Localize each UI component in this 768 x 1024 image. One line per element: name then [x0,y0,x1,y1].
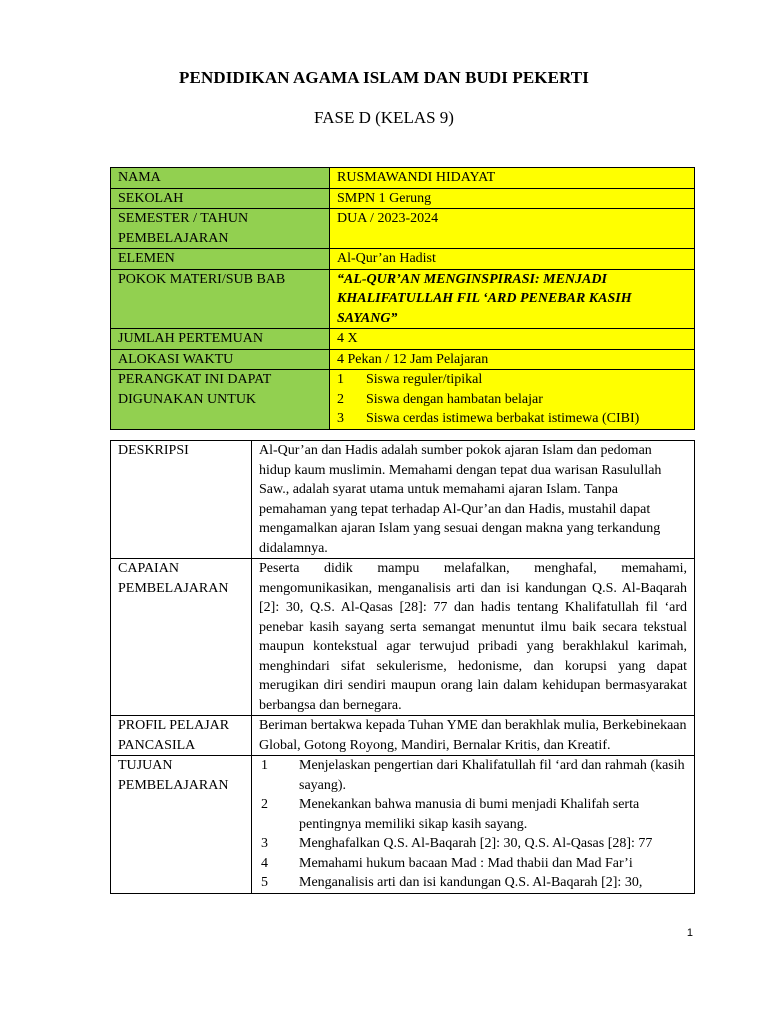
table-row [111,559,695,716]
info-table [110,167,695,430]
list-number: 3 [261,836,268,851]
table-row [111,716,695,756]
list-text: Siswa dengan hambatan belajar [366,391,543,407]
list-number: 2 [337,391,344,407]
table-row [111,168,695,189]
list-number: 3 [337,411,344,426]
semester-value: DUA / 2023-2024 [330,209,695,249]
list-text: Siswa reguler/tipikal [366,372,483,387]
table-row [111,188,695,209]
table-row [111,329,695,350]
list-item [337,409,694,429]
meetings-value: 4 X [330,329,695,350]
table-row [111,269,695,329]
time-allocation-label: ALOKASI WAKTU [111,349,330,370]
time-allocation-value: 4 Pekan / 12 Jam Pelajaran [330,349,695,370]
table-row [111,249,695,270]
topic-value: “AL-QUR’AN MENGINSPIRASI: MENJADI KHALIFATULLAH FIL ‘ARD PENEBAR KASIH SAYANG” [330,269,695,329]
element-value: Al-Qur’an Hadist [330,249,695,270]
element-label: ELEMEN [111,249,330,270]
audience-list [330,370,695,430]
list-item [337,370,694,390]
list-text: Menghafalkan Q.S. Al-Baqarah [2]: 30, Q.S. Al-Qasas [28]: 77 [299,836,653,851]
page-number: 1 [686,927,693,939]
list-item [337,390,694,410]
learning-outcome-text: Peserta didik mampu melafalkan, menghafal, memahami, mengomunikasikan, menganalisis arti dan isi kandungan Q.S. Al-Baqarah [2]: 30, Q.S. Al-Qasas [28]: 77 dan hadis tentang Khalifatullah fil ‘ard penebar kasih sayang serta semangat menuntut ilmu baik secara tekstual maupun kontekstual agar terwujud pribadi yang berakhlakul karimah, menghindari sifat sekulerisme, hedonisme, dan korupsi yang dapat merugikan diri sendiri maupun orang lain dalam kehidupan bermasyarakat berbangsa dan bernegara. [252,559,695,716]
learning-goals-label: TUJUAN PEMBELAJARAN [111,756,252,894]
list-item [259,756,687,795]
table-row [111,441,695,559]
table-row [111,209,695,249]
list-text: Memahami hukum bacaan Mad : Mad thabii dan Mad Far’i [299,855,633,871]
name-value: RUSMAWANDI HIDAYAT [330,168,695,189]
list-number: 5 [261,875,268,890]
list-text: Siswa cerdas istimewa berbakat istimewa (CIBI) [366,411,640,426]
audience-label: PERANGKAT INI DAPAT DIGUNAKAN UNTUK [111,370,330,430]
table-row [111,370,695,430]
list-item [259,854,687,874]
document-subtitle: FASE D (KELAS 9) [314,108,454,127]
description-label: DESKRIPSI [111,441,252,559]
school-label: SEKOLAH [111,188,330,209]
student-profile-text: Beriman bertakwa kepada Tuhan YME dan berakhlak mulia, Berkebinekaan Global, Gotong Royong, Mandiri, Bernalar Kritis, dan Kreatif. [252,716,695,756]
list-text: Menjelaskan pengertian dari Khalifatullah fil ‘ard dan rahmah (kasih sayang). [299,758,685,793]
list-item [259,834,687,854]
semester-label: SEMESTER / TAHUN PEMBELAJARAN [111,209,330,249]
list-text: Menekankan bahwa manusia di bumi menjadi Khalifah serta pentingnya memiliki sikap kasih sayang. [299,797,640,832]
list-item [259,873,687,893]
list-number: 1 [337,372,344,387]
school-value: SMPN 1 Gerung [330,188,695,209]
list-number: 4 [261,855,268,871]
list-number: 1 [261,758,268,773]
name-label: NAMA [111,168,330,189]
list-number: 2 [261,797,268,812]
topic-label: POKOK MATERI/SUB BAB [111,269,330,329]
description-table [110,440,695,894]
learning-goals-list [252,756,695,894]
description-text: Al-Qur’an dan Hadis adalah sumber pokok ajaran Islam dan pedoman hidup kaum muslimin. Memahami dengan tepat dua warisan Rasulullah Saw., adalah syarat utama untuk memahami ajaran Islam. Tanpa pemahaman yang tepat terhadap Al-Qur’an dan Hadis, mustahil dapat mengamalkan ajaran Islam yang sesuai dengan makna yang terkandung didalamnya. [252,441,695,559]
document-title: PENDIDIKAN AGAMA ISLAM DAN BUDI PEKERTI [179,68,589,87]
table-row [111,349,695,370]
table-row [111,756,695,894]
student-profile-label: PROFIL PELAJAR PANCASILA [111,716,252,756]
meetings-label: JUMLAH PERTEMUAN [111,329,330,350]
list-item [259,795,687,834]
list-text: Menganalisis arti dan isi kandungan Q.S. Al-Baqarah [2]: 30, [299,875,643,890]
learning-outcome-label: CAPAIAN PEMBELAJARAN [111,559,252,716]
